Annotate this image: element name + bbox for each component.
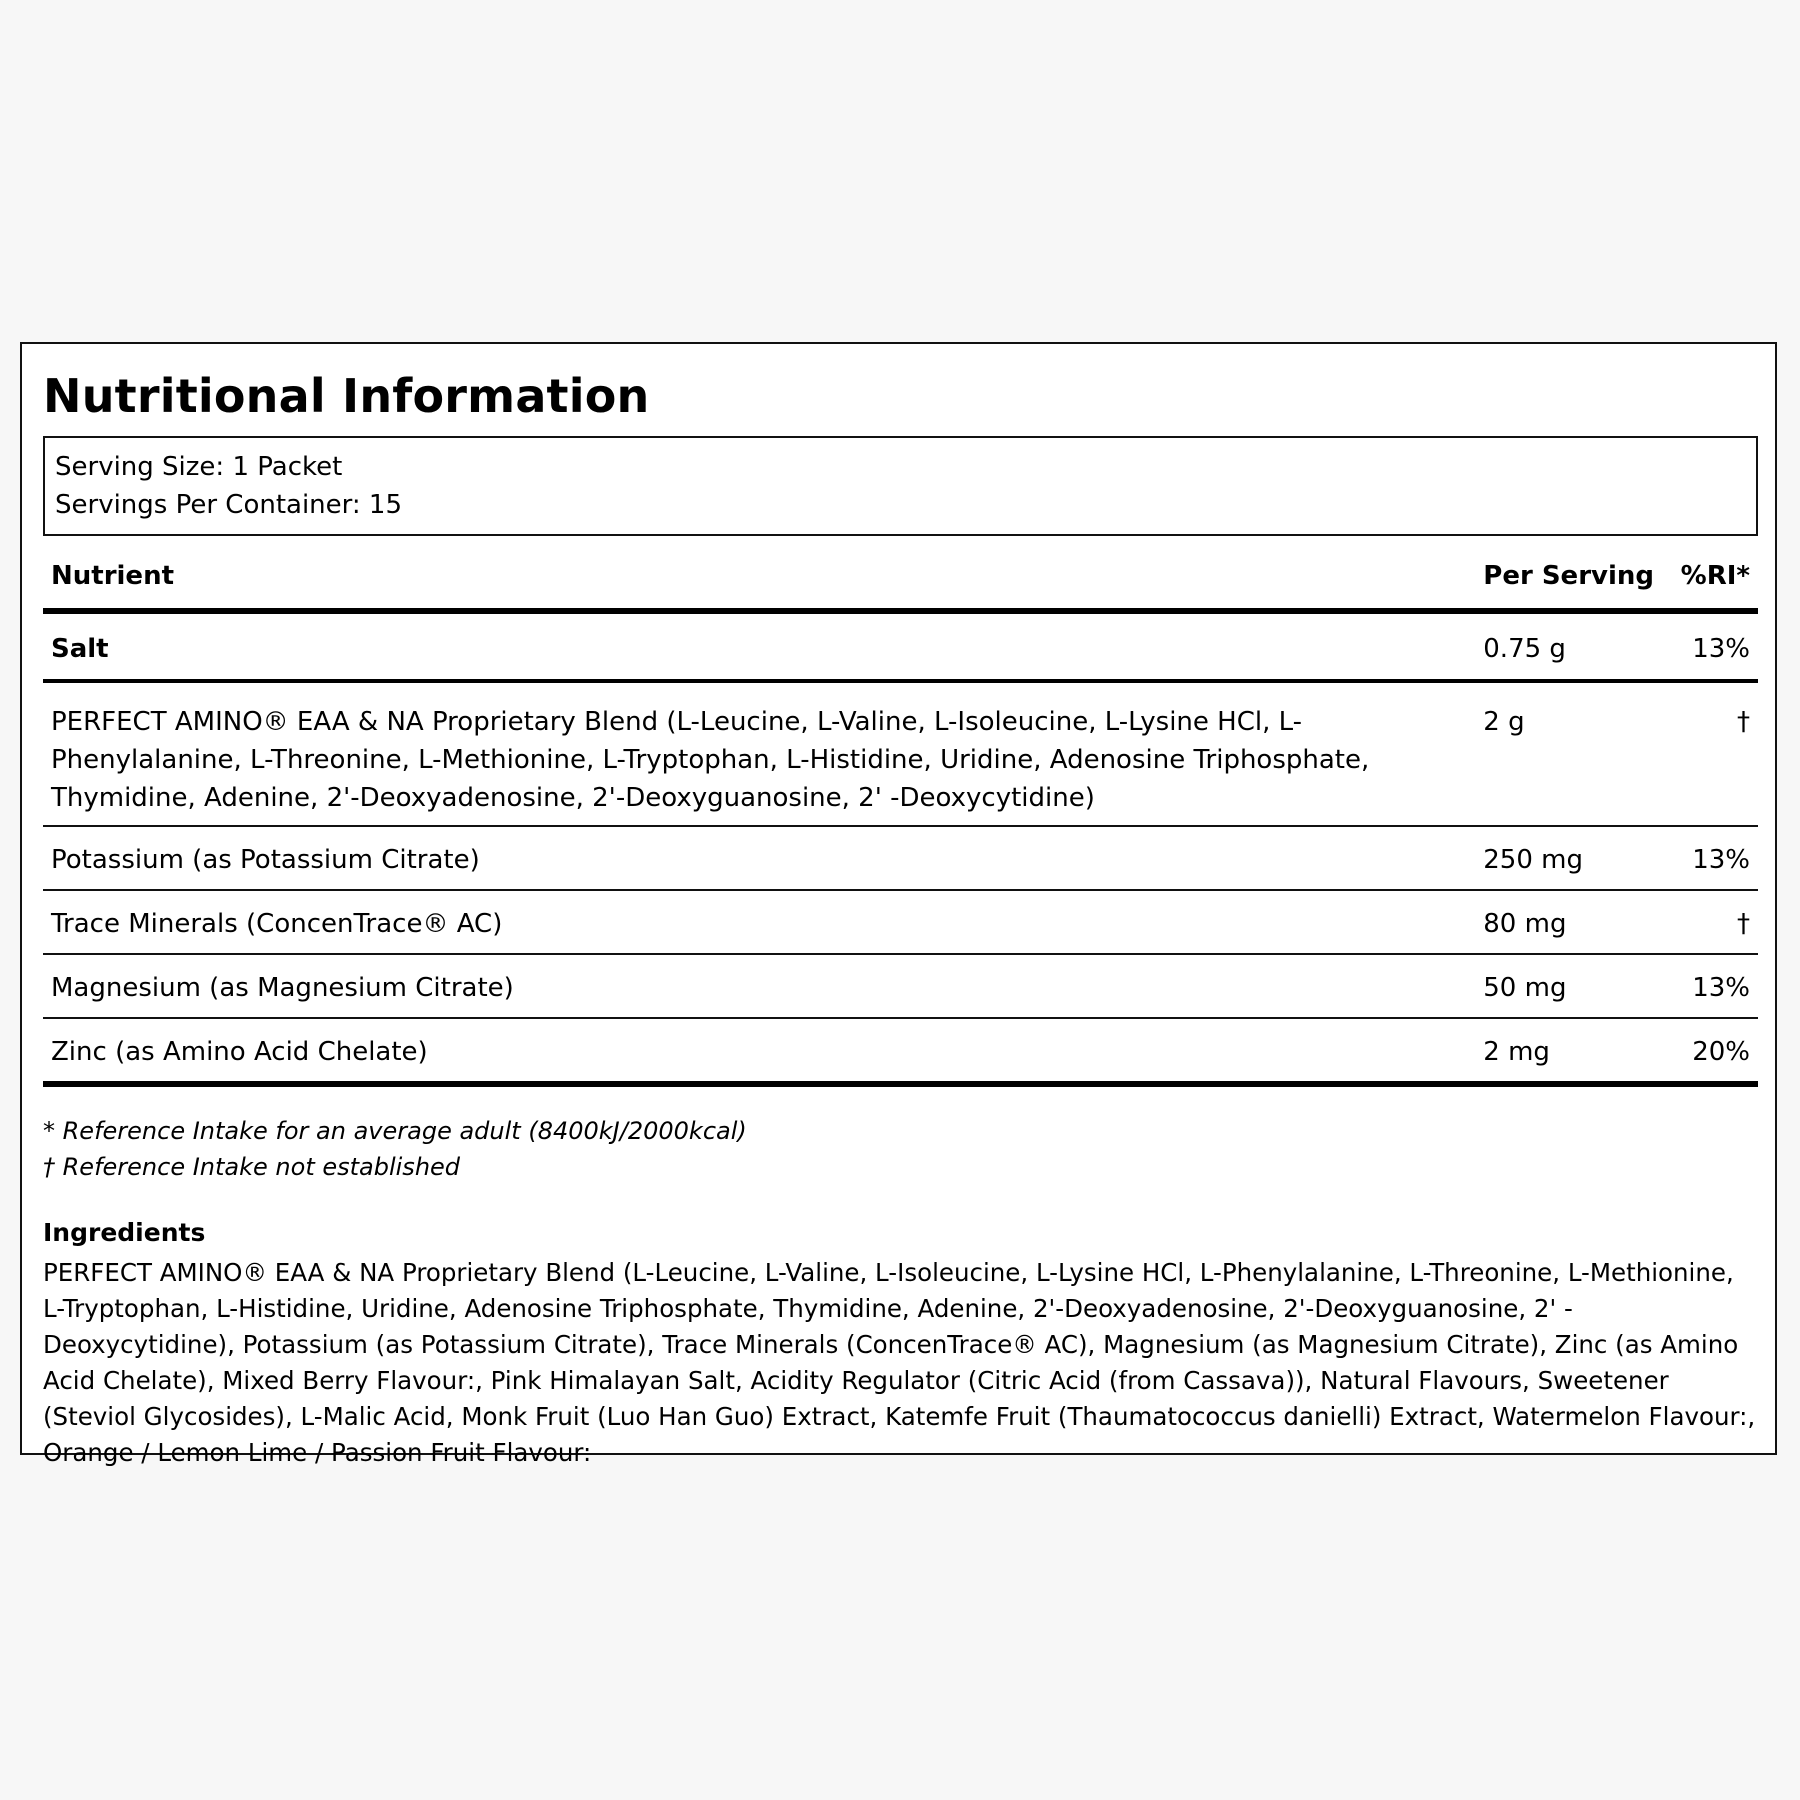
nutrient-amount: 250 mg <box>1475 826 1662 890</box>
nutrient-ri: † <box>1662 681 1758 826</box>
nutrition-table <box>43 556 1758 1087</box>
header-nutrient: Nutrient <box>43 556 1475 611</box>
table-row <box>43 954 1758 1018</box>
page-title: Nutritional Information <box>43 369 650 423</box>
nutrient-name: Magnesium (as Magnesium Citrate) <box>43 954 1475 1018</box>
table-row <box>43 826 1758 890</box>
nutrition-panel <box>20 342 1777 1467</box>
nutrient-ri: † <box>1662 890 1758 954</box>
nutrient-amount: 2 mg <box>1475 1018 1662 1084</box>
footnote-ri: * Reference Intake for an average adult (8400kJ/2000kcal) <box>43 1117 747 1145</box>
footnote-dagger: † Reference Intake not established <box>43 1153 461 1181</box>
nutrient-ri: 20% <box>1662 1018 1758 1084</box>
nutrient-ri: 13% <box>1662 826 1758 890</box>
serving-info-box <box>43 436 1758 536</box>
nutrient-name: PERFECT AMINO® EAA & NA Proprietary Blend (L-Leucine, L-Valine, L-Isoleucine, L-Lysine HCl, L-Phenylalanine, L-Threonine, L-Methionine, L-Tryptophan, L-Histidine, Uridine, Adenosine Triphosphate, Thymidine, Adenine, 2'-Deoxyadenosine, 2'-Deoxyguanosine, 2' -Deoxycytidine) <box>43 681 1475 826</box>
nutrient-amount: 2 g <box>1475 681 1662 826</box>
nutrient-name: Potassium (as Potassium Citrate) <box>43 826 1475 890</box>
table-row <box>43 611 1758 681</box>
table-row <box>43 1018 1758 1084</box>
nutrient-amount: 50 mg <box>1475 954 1662 1018</box>
nutrient-amount: 80 mg <box>1475 890 1662 954</box>
table-row <box>43 890 1758 954</box>
nutrient-name: Zinc (as Amino Acid Chelate) <box>43 1018 1475 1084</box>
header-per-serving: Per Serving <box>1475 556 1662 611</box>
table-header-row <box>43 556 1758 611</box>
footnotes <box>43 1113 1754 1185</box>
header-ri: %RI* <box>1662 556 1758 611</box>
nutrient-amount: 0.75 g <box>1475 611 1662 681</box>
nutrient-name: Trace Minerals (ConcenTrace® AC) <box>43 890 1475 954</box>
servings-per-container: Servings Per Container: 15 <box>55 490 403 520</box>
nutrient-ri: 13% <box>1662 611 1758 681</box>
ingredients-text: PERFECT AMINO® EAA & NA Proprietary Blend (L-Leucine, L-Valine, L-Isoleucine, L-Lysine HCl, L-Phenylalanine, L-Threonine, L-Methionine, L-Tryptophan, L-Histidine, Uridine, Adenosine Triphosphate, Thymidine, Adenine, 2'-Deoxyadenosine, 2'-Deoxyguanosine, 2' -Deoxycytidine), Potassium (as Potassium Citrate), Trace Minerals (ConcenTrace® AC), Magnesium (as Magnesium Citrate), Zinc (as Amino Acid Chelate), Mixed Berry Flavour:, Pink Himalayan Salt, Acidity Regulator (Citric Acid (from Cassava)), Natural Flavours, Sweetener (Steviol Glycosides), L-Malic Acid, Monk Fruit (Luo Han Guo) Extract, Katemfe Fruit (Thaumatococcus danielli) Extract, Watermelon Flavour:, Orange / Lemon Lime / Passion Fruit Flavour: <box>43 1258 1756 1467</box>
table-row <box>43 681 1758 826</box>
ingredients-heading: Ingredients <box>43 1218 206 1247</box>
nutrient-ri: 13% <box>1662 954 1758 1018</box>
serving-size: Serving Size: 1 Packet <box>55 452 343 482</box>
nutrient-name: Salt <box>43 611 1475 681</box>
